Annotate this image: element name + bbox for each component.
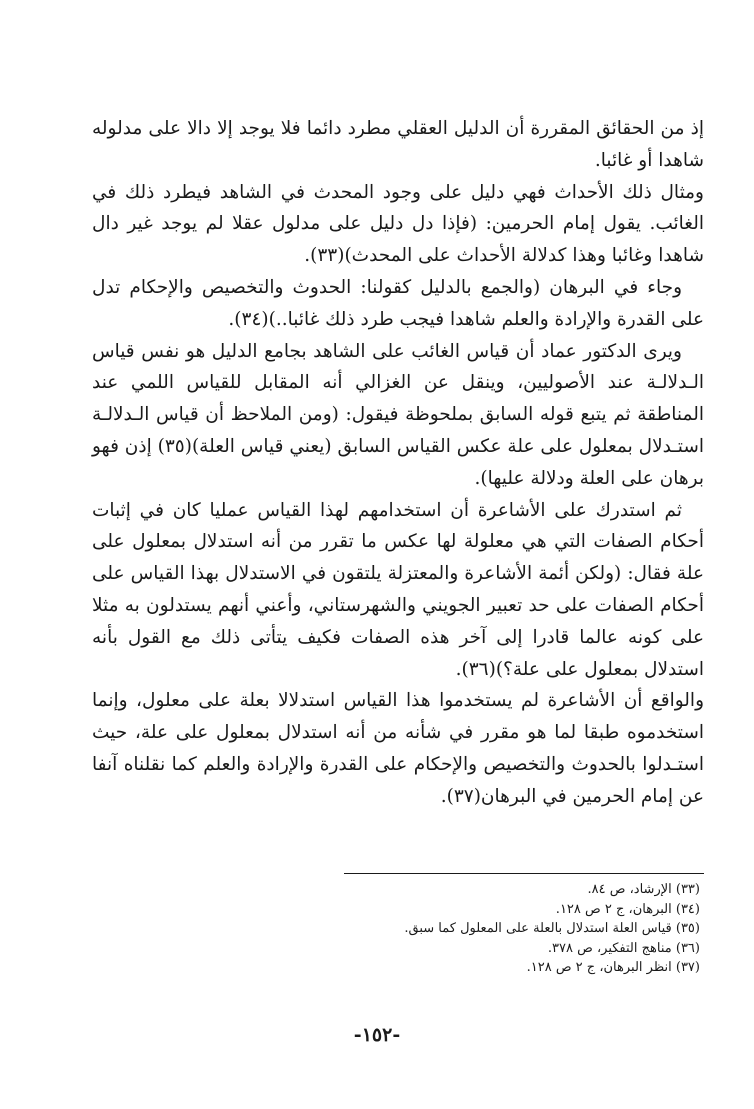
footnote-item: (٣٣) الإرشاد، ص ٨٤. [587,882,700,897]
paragraph: إذ من الحقائق المقررة أن الدليل العقلي مطرد دائما فلا يوجد إلا دالا على مدلوله شاهدا أو غائبا. [92,118,704,171]
footnote-item: (٣٥) قياس العلة استدلال بالعلة على المعلول كما سبق. [404,921,700,937]
footnote-item: (٣٧) انظر البرهان، ج ٢ ص ١٢٨. [526,960,700,976]
paragraph: ويرى الدكتور عماد أن قياس الغائب على الشاهد بجامع الدليل هو نفس قياس الـدلالـة عند الأصوليين، وينقل عن الغزالي أنه المقابل للقياس اللمي عند المناطقة ثم يتبع قوله السابق بملحوظة فيقول: (ومن الملاحظ أن قياس الـدلالـة استـدلال بمعلول على علة عكس القياس السابق (يعني قياس العلة)(٣٥) إذن فهو برهان على العلة ودلالة عليها). [92,340,704,489]
page-number: -١٥٢- [353,1024,401,1046]
footnote-item: (٣٦) مناهج التفكير، ص ٣٧٨. [547,940,700,956]
footnote-item: (٣٤) البرهان، ج ٢ ص ١٢٨. [555,901,700,917]
paragraph: ثم استدرك على الأشاعرة أن استخدامهم لهذا القياس عمليا كان في إثبات أحكام الصفات التي هي معلولة لها عكس ما تقرر من أنه استدلال بمعلول على علة فقال: (ولكن أئمة الأشاعرة والمعتزلة يلتقون في الاستدلال بهذا القياس على أحكام الصفات على حد تعبير الجويني والشهرستاني، وأعني أنهم يستدلون به مثلا على كونه عالما قادرا إلى آخر هذه الصفات فكيف يتأتى ذلك مع القول بأنه استدلال بمعلول على علة؟)(٣٦). [92,499,704,680]
main-text [92,113,704,813]
footnotes [300,880,700,978]
paragraph: والواقع أن الأشاعرة لم يستخدموا هذا القياس استدلالا بعلة على معلول، وإنما استخدموه طبقا لما هو مقرر في شأنه من أنه استدلال بمعلول على علة، حيث استـدلوا بالحدوث والتخصيص والإحكام على القدرة والإرادة والعلم كما نقلناه آنفا عن إمام الحرمين في البرهان(٣٧). [92,690,704,807]
paragraph: وجاء في البرهان (والجمع بالدليل كقولنا: الحدوث والتخصيص والإحكام تدل على القدرة والإرادة والعلم شاهدا فيجب طرد ذلك غائبا..)(٣٤). [92,276,704,330]
paragraph: ومثال ذلك الأحداث فهي دليل على وجود المحدث في الشاهد فيطرد ذلك في الغائب. يقول إمام الحرمين: (فإذا دل دليل على مدلول عقلا لم يوجد غير دال شاهدا وغائبا وهذا كدلالة الأحداث على المحدث)(٣٣). [92,181,704,267]
footnote-divider [344,873,704,874]
